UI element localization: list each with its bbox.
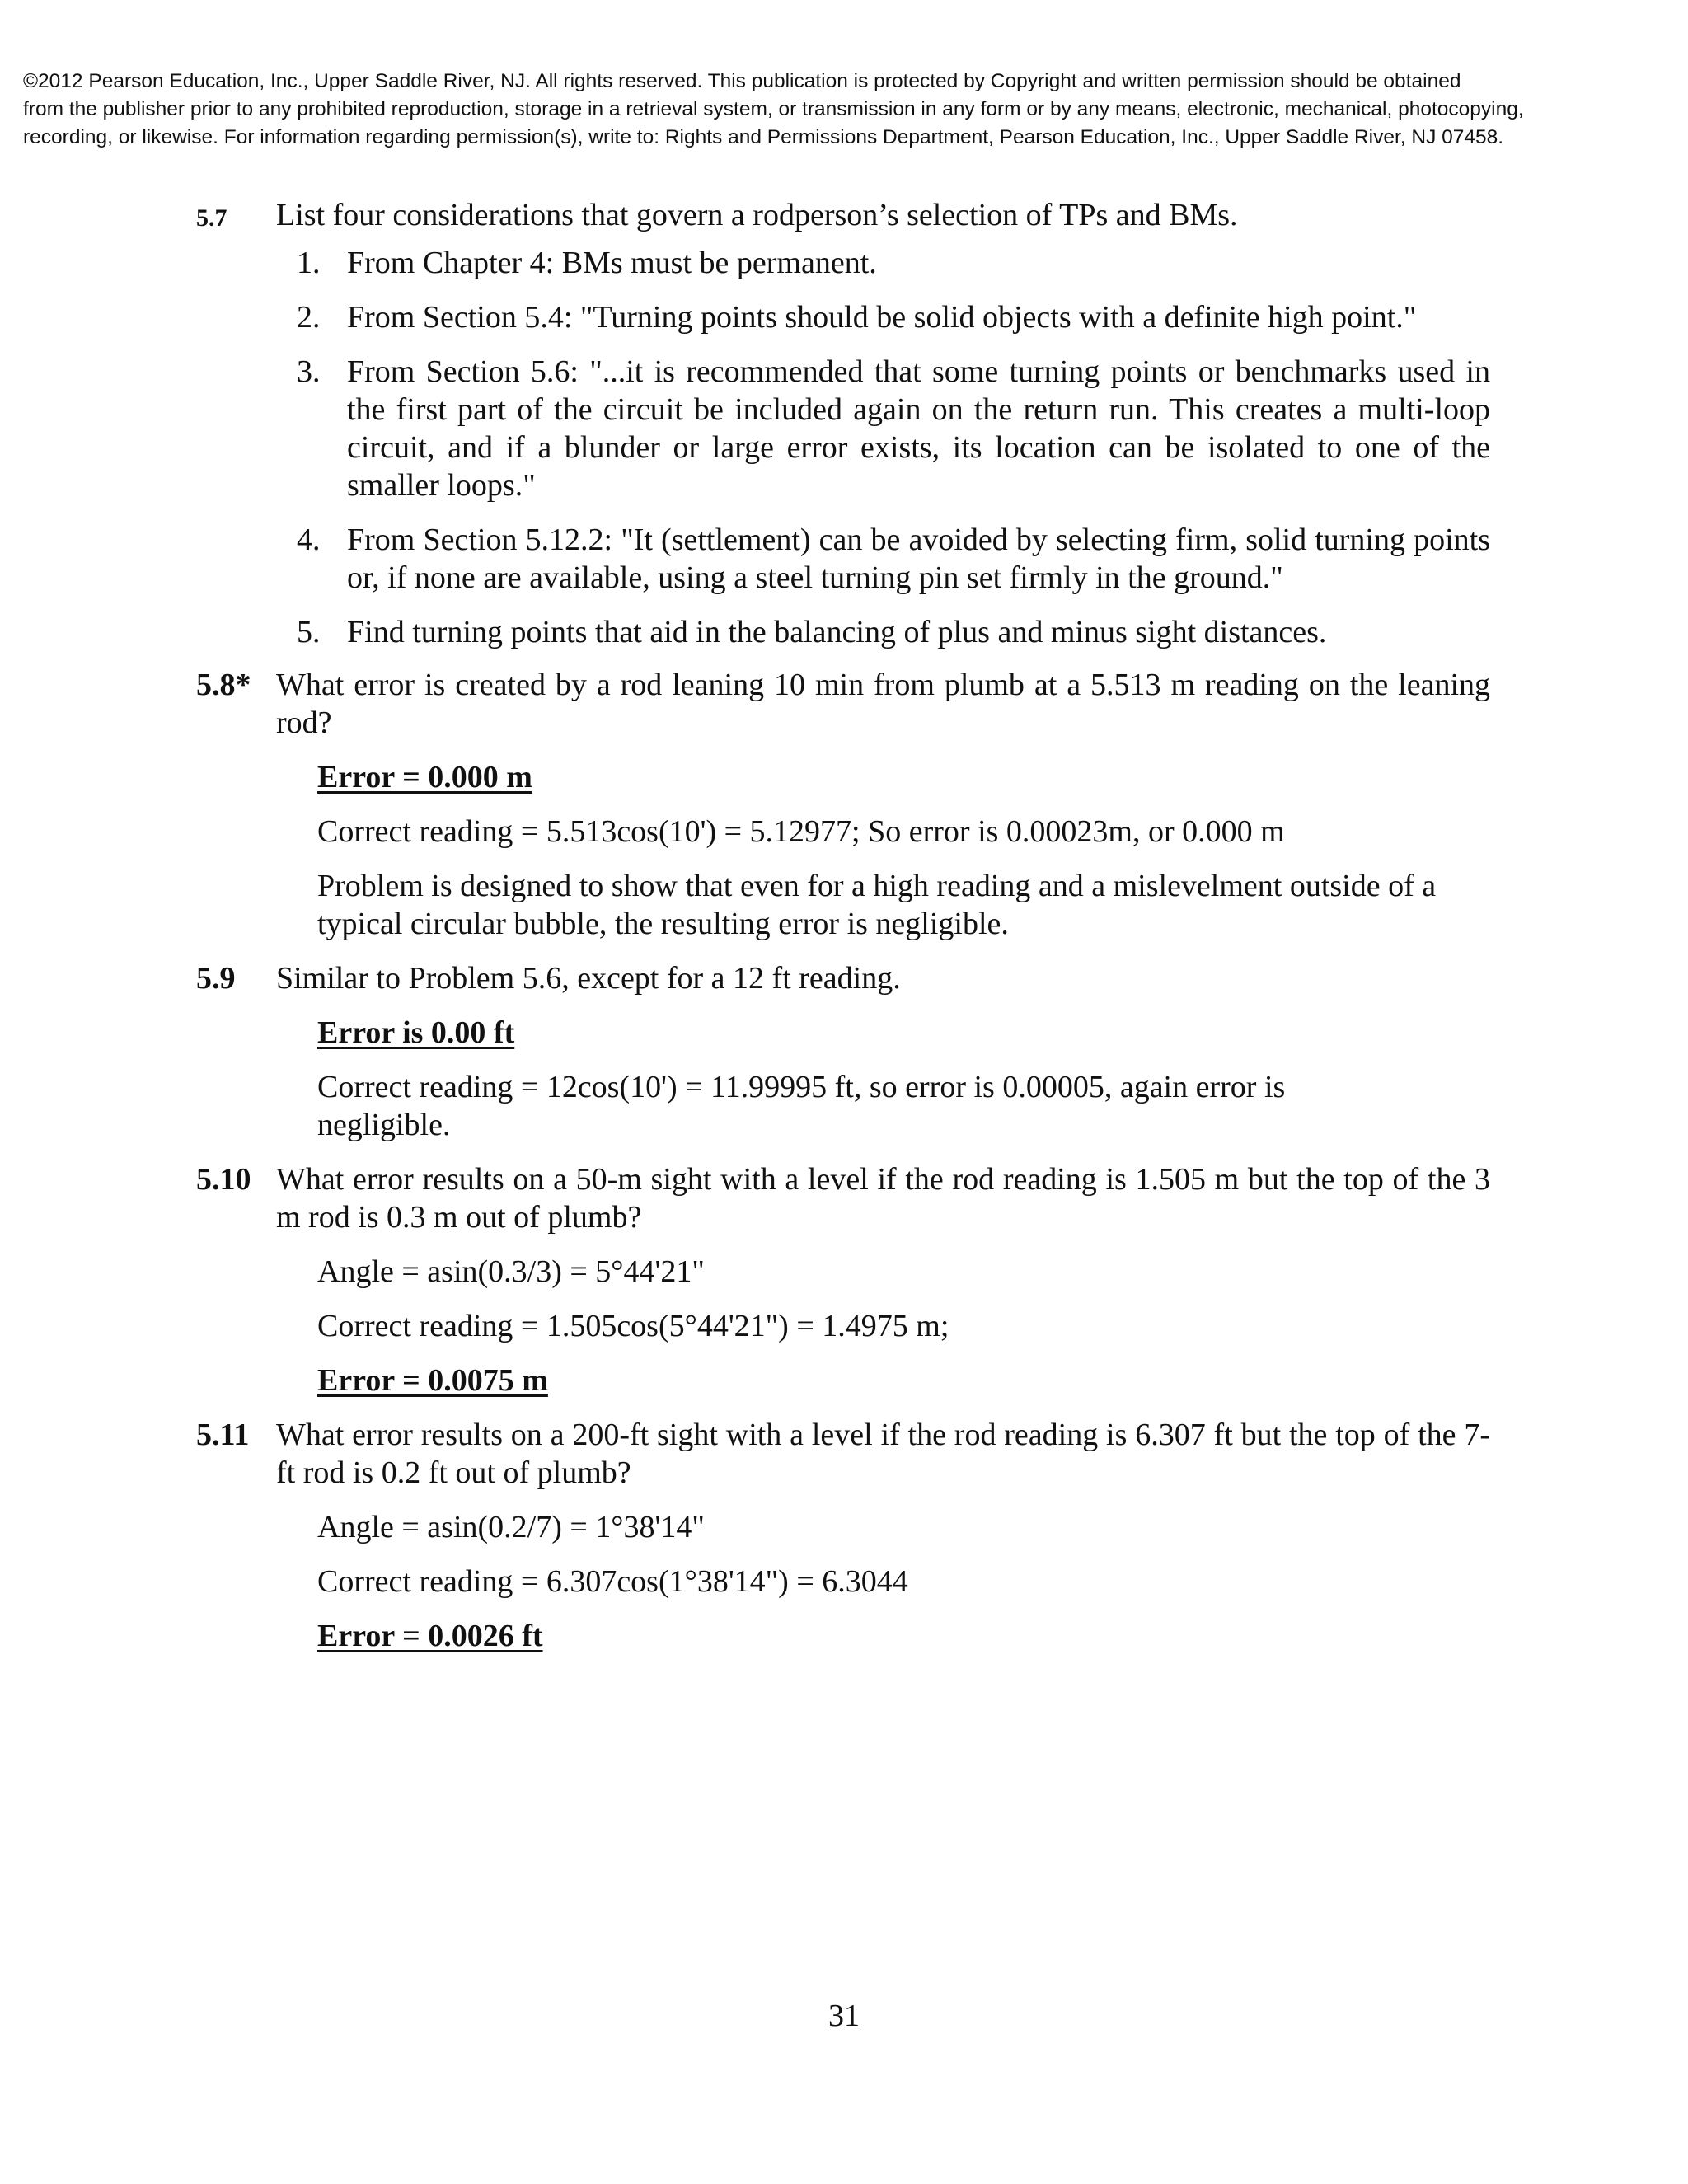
problem-5-10 bbox=[196, 1160, 1490, 1399]
problem-number: 5.9 bbox=[196, 961, 236, 996]
copyright-notice bbox=[23, 68, 1663, 152]
list-item-text: From Section 5.6: "...it is recommended that some turning points or benchmarks used in the first part of the circuit be included again on the return run. This creates a multi-loop circuit, and if a blunder or large error exists, its location can be isolated to one of the smaller loops." bbox=[347, 354, 1490, 503]
copyright-line: ©2012 Pearson Education, Inc., Upper Saddle River, NJ. All rights reserved. This publication is protected by Copyright and written permission should be obtained bbox=[23, 70, 1461, 92]
worked-solution: Correct reading = 12cos(10') = 11.99995 ft, so error is 0.00005, again error is negligible. bbox=[317, 1070, 1286, 1142]
answer: Error = 0.0026 ft bbox=[317, 1619, 543, 1653]
list-item-number: 5. bbox=[297, 615, 321, 649]
worked-solution: Correct reading = 6.307cos(1°38'14") = 6.3044 bbox=[317, 1564, 908, 1599]
list-item-number: 4. bbox=[297, 523, 321, 557]
page-content bbox=[196, 196, 1490, 1655]
list-item bbox=[276, 353, 1490, 504]
problem-5-8 bbox=[196, 666, 1490, 943]
answer: Error is 0.00 ft bbox=[317, 1015, 515, 1050]
angle-calculation: Angle = asin(0.2/7) = 1°38'14" bbox=[317, 1510, 705, 1544]
list-item bbox=[276, 244, 1490, 282]
problem-number: 5.8* bbox=[196, 668, 251, 702]
problem-5-7 bbox=[196, 196, 1490, 651]
list-item-number: 3. bbox=[297, 354, 321, 389]
list-item-text: From Section 5.4: "Turning points should be solid objects with a definite high point." bbox=[347, 300, 1417, 335]
list-item-text: From Section 5.12.2: "It (settlement) can be avoided by selecting firm, solid turning points or, if none are available, using a steel turning pin set firmly in the ground." bbox=[347, 523, 1490, 595]
list-item bbox=[276, 613, 1490, 651]
considerations-list bbox=[276, 244, 1490, 651]
answer: Error = 0.0075 m bbox=[317, 1363, 548, 1398]
list-item-text: From Chapter 4: BMs must be permanent. bbox=[347, 246, 877, 280]
problem-number: 5.7 bbox=[196, 204, 227, 232]
problem-question: What error results on a 200-ft sight with a level if the rod reading is 6.307 ft but the top of the 7-ft rod is 0.2 ft out of plumb? bbox=[276, 1418, 1490, 1490]
list-item bbox=[276, 298, 1490, 336]
problem-question: List four considerations that govern a rodperson’s selection of TPs and BMs. bbox=[276, 198, 1238, 232]
copyright-line: recording, or likewise. For information regarding permission(s), write to: Rights and Permissions Department, Pearson Education, Inc., Upper Saddle River, NJ 07458. bbox=[23, 126, 1504, 148]
list-item-number: 1. bbox=[297, 246, 321, 280]
problem-question: What error is created by a rod leaning 10 min from plumb at a 5.513 m reading on the leaning rod? bbox=[276, 668, 1490, 740]
worked-solution: Correct reading = 1.505cos(5°44'21") = 1.4975 m; bbox=[317, 1309, 950, 1343]
worked-solution: Correct reading = 5.513cos(10') = 5.12977; So error is 0.00023m, or 0.000 m bbox=[317, 814, 1285, 849]
angle-calculation: Angle = asin(0.3/3) = 5°44'21" bbox=[317, 1254, 705, 1289]
explanatory-note: Problem is designed to show that even for a high reading and a mislevelment outside of a typical circular bubble, the resulting error is negligible. bbox=[317, 869, 1437, 941]
problem-5-11 bbox=[196, 1416, 1490, 1655]
problem-question: What error results on a 50-m sight with a level if the rod reading is 1.505 m but the top of the 3 m rod is 0.3 m out of plumb? bbox=[276, 1162, 1490, 1235]
problem-number: 5.11 bbox=[196, 1418, 250, 1452]
problem-number: 5.10 bbox=[196, 1162, 251, 1197]
problem-question: Similar to Problem 5.6, except for a 12 ft reading. bbox=[276, 961, 901, 996]
list-item-number: 2. bbox=[297, 300, 321, 335]
problem-5-9 bbox=[196, 959, 1490, 1144]
list-item bbox=[276, 521, 1490, 597]
list-item-text: Find turning points that aid in the balancing of plus and minus sight distances. bbox=[347, 615, 1327, 649]
copyright-line: from the publisher prior to any prohibited reproduction, storage in a retrieval system, or transmission in any form or by any means, electronic, mechanical, photocopying, bbox=[23, 98, 1524, 120]
answer: Error = 0.000 m bbox=[317, 760, 532, 794]
page-number: 31 bbox=[828, 1999, 860, 2033]
